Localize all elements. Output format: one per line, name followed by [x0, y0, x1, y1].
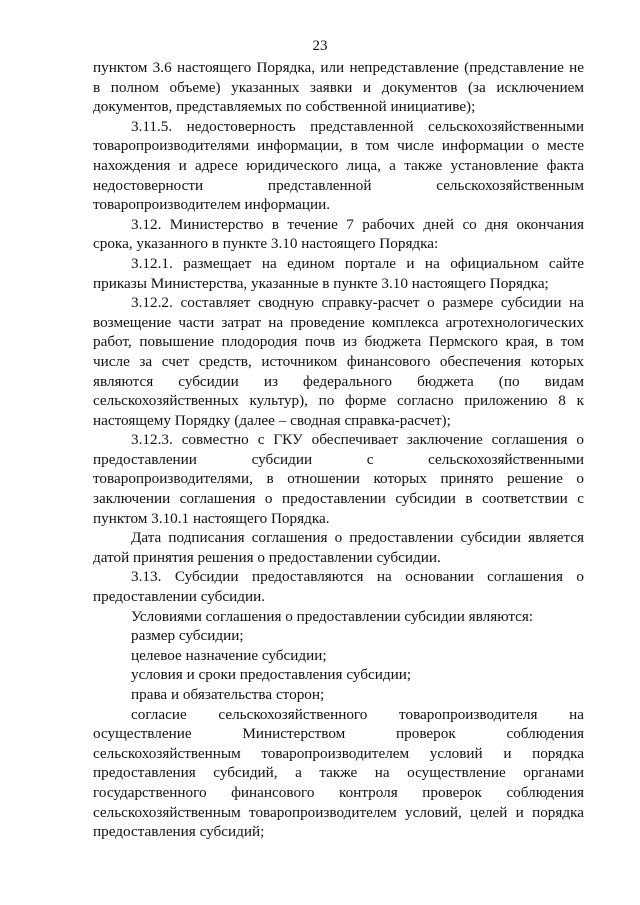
paragraph-3-12-2: 3.12.2. составляет сводную справку-расчет о размере субсидии на возмещение части затрат на проведение комплекса агротехнологических работ, повышение плодородия почв из бюджета Пермского края, в том числе за счет средств, источником финансового обеспечения которых являются субсидии из федерального бюджета (по видам сельскохозяйственных культур), по форме согласно приложению 8 к настоящему Порядку (далее – сводная справка-расчет);: [93, 294, 584, 429]
paragraph-3-13: 3.13. Субсидии предоставляются на основании соглашения о предоставлении субсидии.: [93, 568, 584, 606]
list-item-subsidy-amount: размер субсидии;: [131, 627, 244, 645]
paragraph-3-12-1: 3.12.1. размещает на едином портале и на официальном сайте приказы Министерства, указанные в пункте 3.10 настоящего Порядка;: [93, 254, 584, 292]
paragraph-3-12-3: 3.12.3. совместно с ГКУ обеспечивает заключение соглашения о предоставлении субсидии с сельскохозяйственными товаропроизводителями, в отношении которых принято решение о заключении соглашения о предоставлении субсидии в соответствии с пунктом 3.10.1 настоящего Порядка.: [93, 431, 584, 527]
list-item-consent: согласие сельскохозяйственного товаропроизводителя на осуществление Министерством проверок соблюдения сельскохозяйственным товаропроизводителем условий и порядка предоставления субсидий, а также на осуществление органами государственного финансового контроля проверок соблюдения сельскохозяйственным товаропроизводителем условий, целей и порядка предоставления субсидий;: [93, 705, 584, 841]
page-number: 23: [312, 38, 328, 54]
paragraph-3-12: 3.12. Министерство в течение 7 рабочих дней со дня окончания срока, указанного в пункте 3.10 настоящего Порядка:: [93, 215, 584, 253]
paragraph-conditions-heading: Условиями соглашения о предоставлении субсидии являются:: [131, 607, 534, 625]
list-item-purpose: целевое назначение субсидии;: [131, 646, 327, 664]
list-item-terms: условия и сроки предоставления субсидии;: [131, 666, 412, 684]
paragraph-3-11-5: 3.11.5. недостоверность представленной сельскохозяйственными товаропроизводителями информации, в том числе информации о месте нахождения и адресе юридического лица, а также установление факта недостоверности представленной сельскохозяйственным товаропроизводителем информации.: [93, 117, 584, 214]
document-body: [93, 58, 584, 842]
list-item-rights: права и обязательства сторон;: [131, 686, 325, 703]
paragraph-signing-date: Дата подписания соглашения о предоставлении субсидии является датой принятия решения о предоставлении субсидии.: [93, 529, 584, 566]
paragraph-continuation: пунктом 3.6 настоящего Порядка, или непредставление (представление не в полном объеме) указанных заявки и документов (за исключением документов, представляемых по собственной инициативе);: [93, 59, 584, 116]
